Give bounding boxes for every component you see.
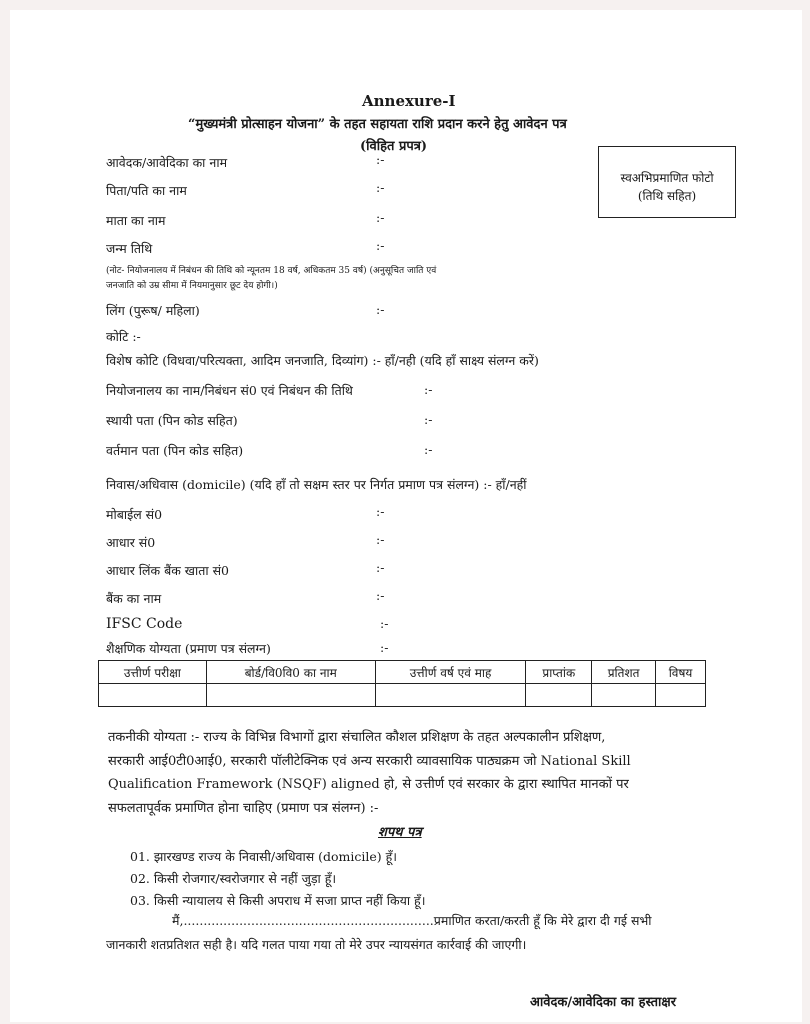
technical-line4: सफलतापूर्वक प्रमाणित होना चाहिए (प्रमाण पत्र संलग्न) :-	[108, 800, 379, 816]
affidavit-item-3: 03. किसी न्यायालय से किसी अपराध में सजा प्राप्त नहीं किया हूँ।	[130, 893, 426, 908]
gender-label: लिंग (पुरूष/ महिला)	[106, 303, 200, 318]
category-label: कोटि :-	[106, 329, 141, 344]
bank-name-label: बैंक का नाम	[106, 591, 162, 606]
annexure-heading: Annexure-I	[362, 92, 456, 110]
mobile-label: मोबाईल सं0	[106, 507, 163, 522]
form-page	[10, 10, 802, 1022]
special-category-line: विशेष कोटि (विधवा/परित्यक्ता, आदिम जनजाति, दिव्यांग) :- हाँ/नही (यदि हाँ साक्ष्य संलग्न करें)	[106, 353, 539, 368]
photo-box-line2: (तिथि सहित)	[637, 189, 697, 203]
applicant-name-label: आवेदक/आवेदिका का नाम	[106, 155, 228, 170]
aadhar-bank-label: आधार लिंक बैंक खाता सं0	[106, 563, 229, 578]
dob-note-line1: (नोट- नियोजनालय में निबंधन की तिथि को न्यूनतम 18 वर्ष, अधिकतम 35 वर्ष) (अनुसूचित जाति एवं	[106, 266, 437, 276]
employment-office-sep: :-	[424, 382, 433, 397]
mother-name-label: माता का नाम	[106, 213, 166, 228]
father-name-sep: :-	[376, 180, 385, 195]
bank-name-sep: :-	[376, 588, 385, 603]
education-label: शैक्षणिक योग्यता (प्रमाण पत्र संलग्न)	[106, 641, 271, 656]
mobile-sep: :-	[376, 504, 385, 519]
col-marks: प्राप्तांक	[526, 661, 592, 684]
col-year: उत्तीर्ण वर्ष एवं माह	[375, 661, 526, 684]
current-address-label: वर्तमान पता (पिन कोड सहित)	[106, 443, 244, 458]
domicile-line: निवास/अधिवास (domicile) (यदि हाँ तो सक्षम स्तर पर निर्गत प्रमाण पत्र संलग्न) :- हाँ/नहीं	[106, 477, 527, 492]
current-address-sep: :-	[424, 442, 433, 457]
cell-exam[interactable]	[99, 684, 207, 707]
form-subtitle: (विहित प्रपत्र)	[360, 139, 428, 154]
aadhar-bank-sep: :-	[376, 560, 385, 575]
technical-qualification	[108, 726, 712, 820]
cell-percent[interactable]	[592, 684, 656, 707]
affidavit-item-1: 01. झारखण्ड राज्य के निवासी/अधिवास (domicile) हूँ।	[130, 849, 397, 864]
ifsc-label: IFSC Code	[106, 616, 183, 632]
dob-note-line2: जनजाति को उम्र सीमा में नियमानुसार छूट देय होगी।)	[106, 281, 278, 291]
cell-subject[interactable]	[656, 684, 706, 707]
dob-sep: :-	[376, 238, 385, 253]
affidavit-title: शपथ पत्र	[378, 825, 422, 840]
applicant-name-sep: :-	[376, 152, 385, 167]
declaration-line2: जानकारी शतप्रतिशत सही है। यदि गलत पाया गया तो मेरे उपर न्यायसंगत कार्रवाई की जाएगी।	[106, 937, 527, 952]
photo-box[interactable]	[598, 146, 736, 218]
form-title: “मुख्यमंत्री प्रोत्साहन योजना” के तहत सहायता राशि प्रदान करने हेतु आवेदन पत्र	[188, 117, 567, 132]
declaration-line1: मैं,...............................................................प्रमाणित करता/करती हूँ कि मेरे द्वारा दी गई सभी	[172, 913, 652, 928]
col-percent: प्रतिशत	[592, 661, 656, 684]
ifsc-sep: :-	[380, 616, 389, 631]
signature-label: आवेदक/आवेदिका का हस्ताक्षर	[530, 995, 677, 1010]
cell-year[interactable]	[375, 684, 526, 707]
aadhar-label: आधार सं0	[106, 535, 156, 550]
qualification-entry-row[interactable]	[99, 684, 706, 707]
technical-line3: Qualification Framework (NSQF) aligned हो, से उत्तीर्ण एवं सरकार के द्वारा स्थापित मानकों पर	[108, 777, 629, 792]
technical-line2: सरकारी आई0टी0आई0, सरकारी पॉलीटेक्निक एवं अन्य सरकारी व्यावसायिक पाठ्यक्रम जो National Skill	[108, 753, 631, 769]
technical-line1: तकनीकी योग्यता :- राज्य के विभिन्न विभागों द्वारा संचालित कौशल प्रशिक्षण के तहत अल्पकालीन प्रशिक्षण,	[108, 730, 606, 745]
mother-name-sep: :-	[376, 210, 385, 225]
education-sep: :-	[380, 640, 389, 655]
father-name-label: पिता/पति का नाम	[106, 183, 187, 198]
cell-marks[interactable]	[526, 684, 592, 707]
photo-box-line1: स्वअभिप्रमाणित फोटो	[620, 171, 714, 185]
employment-office-label: नियोजनालय का नाम/निबंधन सं0 एवं निबंधन की तिथि	[106, 383, 353, 398]
aadhar-sep: :-	[376, 532, 385, 547]
col-subject: विषय	[656, 661, 706, 684]
dob-label: जन्म तिथि	[106, 241, 153, 256]
permanent-address-label: स्थायी पता (पिन कोड सहित)	[106, 413, 238, 428]
col-exam: उत्तीर्ण परीक्षा	[99, 661, 207, 684]
affidavit-item-2: 02. किसी रोजगार/स्वरोजगार से नहीं जुड़ा हूँ।	[130, 871, 337, 886]
gender-sep: :-	[376, 302, 385, 317]
col-board: बोर्ड/वि0वि0 का नाम	[206, 661, 375, 684]
qualification-table	[98, 660, 706, 707]
cell-board[interactable]	[206, 684, 375, 707]
qualification-header-row	[99, 661, 706, 684]
permanent-address-sep: :-	[424, 412, 433, 427]
